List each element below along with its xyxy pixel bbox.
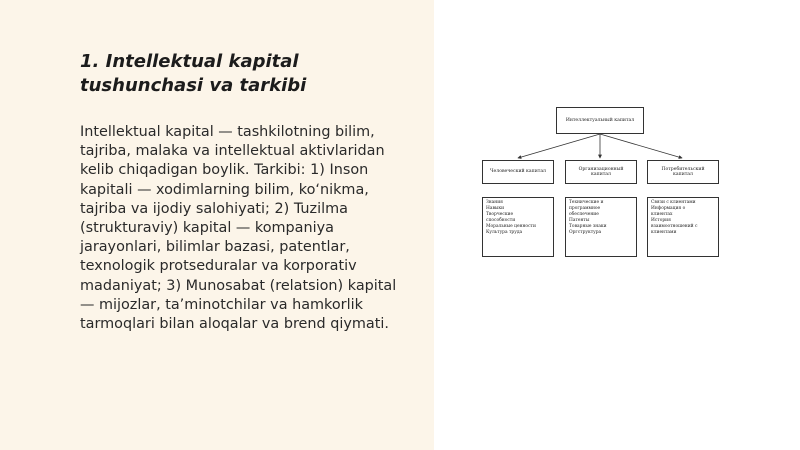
branch-organizational-capital-title	[565, 160, 637, 184]
list-item: Оргструктура	[569, 229, 602, 235]
list-item: Моральные ценности	[486, 223, 536, 229]
branch-human-capital-items	[482, 197, 554, 257]
list-item: Навыки	[486, 205, 505, 211]
list-item: клиентах	[651, 211, 673, 217]
diagram-root-box	[556, 107, 644, 134]
slide-body-text: Intellektual kapital — tashkilotning bilim, tajriba, malaka va intellektual aktivlaridan kelib chiqadigan boylik. Tarkibi: 1) Inson kapitali — xodimlarning bilim, ko‘nikma, tajriba va ijodiy salohiyati; 2) Tuzilma (strukturaviy) kapital — kompaniya jarayonlari, bilimlar bazasi, patentlar, texnologik protseduralar va korporativ madaniyat; 3) Munosabat (relatsion) kapital — mijozlar, ta’minotchilar va hamkorlik tarmoqlari bilan aloqalar va brend qiymati.	[80, 124, 397, 333]
list-item: программное	[569, 205, 601, 211]
list-item: Технические и	[569, 200, 604, 205]
branch-organizational-capital-items	[565, 197, 637, 257]
list-item: Патенты	[569, 217, 590, 223]
list-item: обеспечение	[569, 211, 599, 217]
branch-consumer-capital-items	[647, 197, 719, 257]
slide-title: 1. Intellektual kapital tushunchasi va tarkibi	[80, 51, 307, 96]
list-item: Товарные знаки	[569, 223, 607, 229]
list-item: Культура труда	[486, 229, 523, 235]
list-item: Знания	[486, 200, 503, 205]
list-item: Творческие	[486, 211, 514, 217]
list-item: История	[651, 217, 671, 223]
list-item: Информация о	[651, 205, 686, 211]
list-item: Связи с клиентами	[651, 200, 696, 205]
branch-human-capital-title	[482, 160, 554, 184]
arrow-to-human-capital	[518, 134, 600, 158]
branch-title-label: Организационный капитал	[578, 166, 624, 177]
intellectual-capital-diagram	[476, 100, 726, 265]
branch-consumer-capital-title	[647, 160, 719, 184]
list-item: клиентами	[651, 229, 677, 235]
list-item: способности	[486, 217, 516, 223]
list-item: взаимоотношений с	[651, 223, 698, 229]
arrow-to-consumer-capital	[600, 134, 682, 158]
branch-title-label: Человеческий капитал	[490, 169, 546, 175]
diagram-root-label: Интеллектуальный капитал	[565, 117, 635, 123]
branch-title-label: Потребительский капитал	[661, 166, 705, 177]
